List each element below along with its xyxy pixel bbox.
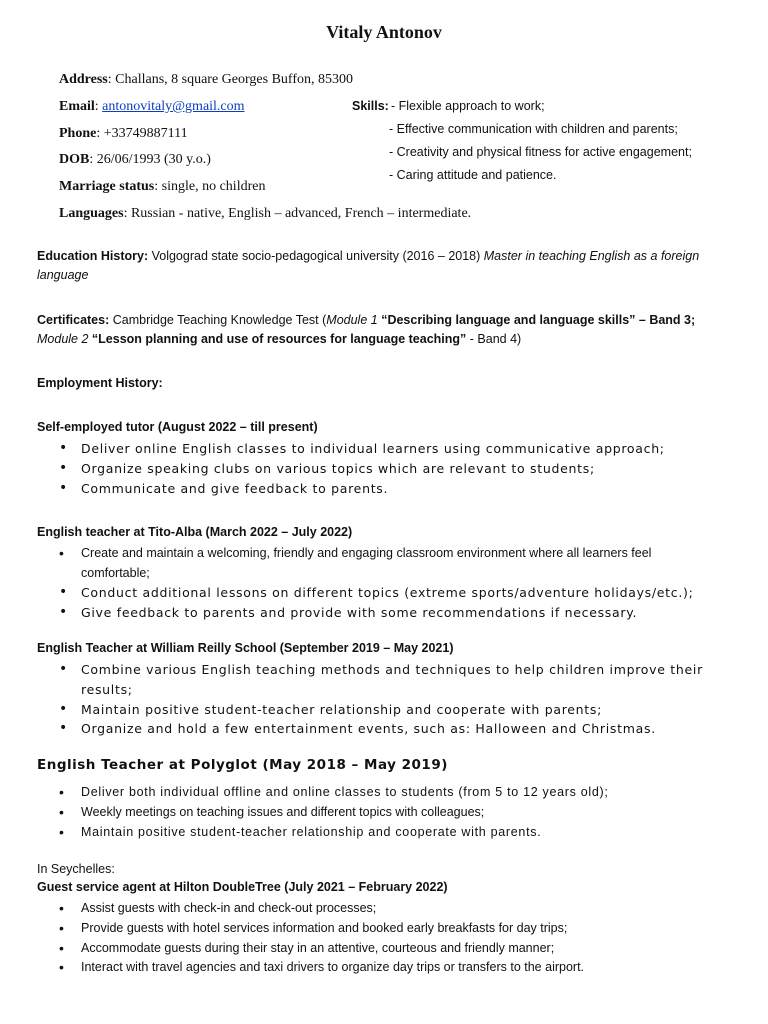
certificates-quote-2: “Lesson planning and use of resources for language teaching” [88, 331, 467, 346]
education-label: Education History: [37, 249, 149, 263]
list-item: • Interact with travel agencies and taxi drivers to organize day trips or transfers to the airport. [57, 958, 727, 978]
list-item: • Organize speaking clubs on various topics which are relevant to students; [57, 459, 727, 479]
list-item: • Organize and hold a few entertainment events, such as: Halloween and Christmas. [57, 719, 727, 739]
skill-item: - Effective communication with children and parents; [389, 122, 678, 136]
dob-label: DOB [59, 152, 90, 167]
list-item: • Create and maintain a welcoming, friendly and engaging classroom environment where all learners feel comfortable; [57, 544, 717, 584]
list-item: • Give feedback to parents and provide with some recommendations if necessary. [57, 603, 727, 623]
marriage-value: : single, no children [154, 179, 266, 194]
job-title: Self-employed tutor (August 2022 – till present) [37, 420, 318, 434]
skill-item: - Flexible approach to work; [391, 99, 545, 113]
email-label: Email [59, 99, 95, 114]
address-value: : Challans, 8 square Georges Buffon, 85300 [107, 72, 353, 87]
address-line [59, 72, 353, 88]
job-bullets [57, 783, 727, 842]
languages-line [59, 206, 471, 222]
job-title: English teacher at Tito-Alba (March 2022 – July 2022) [37, 525, 353, 539]
email-line [59, 99, 245, 115]
list-item: • Provide guests with hotel services information and booked early breakfasts for day trips; [57, 919, 727, 939]
job-title: English Teacher at William Reilly School (September 2019 – May 2021) [37, 641, 454, 655]
job-bullets [57, 899, 727, 978]
job-bullets [57, 439, 727, 498]
job-title: Guest service agent at Hilton DoubleTree (July 2021 – February 2022) [37, 880, 448, 894]
list-item: • Conduct additional lessons on different topics (extreme sports/adventure holidays/etc.); [57, 583, 727, 603]
dob-line [59, 152, 211, 168]
marriage-line [59, 179, 265, 195]
job-bullets [57, 583, 727, 623]
education-text: Volgograd state socio-pedagogical university (2016 – 2018) [148, 249, 484, 263]
certificates-tail: - Band 4) [466, 331, 522, 346]
job-title: English Teacher at Polyglot (May 2018 – May 2019) [37, 757, 448, 773]
skills-label: Skills: [352, 99, 389, 113]
phone-label: Phone [59, 126, 97, 141]
list-item: • Accommodate guests during their stay in an attentive, courteous and friendly manner; [57, 939, 727, 959]
certificates-section [37, 311, 737, 348]
employment-heading: Employment History: [37, 376, 163, 390]
certificates-module-1: Module 1 [326, 313, 378, 327]
skill-item: - Creativity and physical fitness for active engagement; [389, 145, 692, 159]
address-label: Address [59, 72, 108, 87]
education-degree: Master in teaching English as a foreign language [37, 249, 700, 282]
certificates-text: Cambridge Teaching Knowledge Test ( [109, 313, 327, 327]
job-bullets [57, 544, 717, 584]
list-item: • Deliver both individual offline and online classes to students (from 5 to 12 years old); [57, 783, 727, 803]
dob-value: : 26/06/1993 (30 y.o.) [89, 152, 211, 167]
seychelles-label: In Seychelles: [37, 862, 115, 876]
languages-value: : Russian - native, English – advanced, French – intermediate. [123, 206, 472, 221]
page-title: Vitaly Antonov [326, 22, 442, 42]
list-item: • Maintain positive student-teacher relationship and cooperate with parents; [57, 700, 727, 720]
list-item: • Weekly meetings on teaching issues and different topics with colleagues; [57, 803, 727, 823]
job-bullets [57, 660, 727, 739]
languages-label: Languages [59, 206, 124, 221]
list-item: • Maintain positive student-teacher relationship and cooperate with parents. [57, 823, 727, 843]
education-section [37, 247, 737, 284]
list-item: • Deliver online English classes to individual learners using communicative approach; [57, 439, 727, 459]
list-item: • Communicate and give feedback to parents. [57, 479, 727, 499]
skill-item: - Caring attitude and patience. [389, 168, 557, 182]
phone-line [59, 126, 188, 142]
list-item: • Combine various English teaching methods and techniques to help children improve their results; [57, 660, 727, 700]
marriage-label: Marriage status [59, 179, 155, 194]
email-link[interactable]: antonovitaly@gmail.com [102, 99, 245, 114]
certificates-module-2: Module 2 [37, 331, 89, 346]
certificates-quote-1: “Describing language and language skills” – Band 3; [377, 313, 696, 327]
email-separator: : [94, 99, 103, 114]
certificates-label: Certificates: [37, 313, 110, 327]
phone-value: : +33749887111 [96, 126, 188, 141]
list-item: • Assist guests with check-in and check-out processes; [57, 899, 727, 919]
